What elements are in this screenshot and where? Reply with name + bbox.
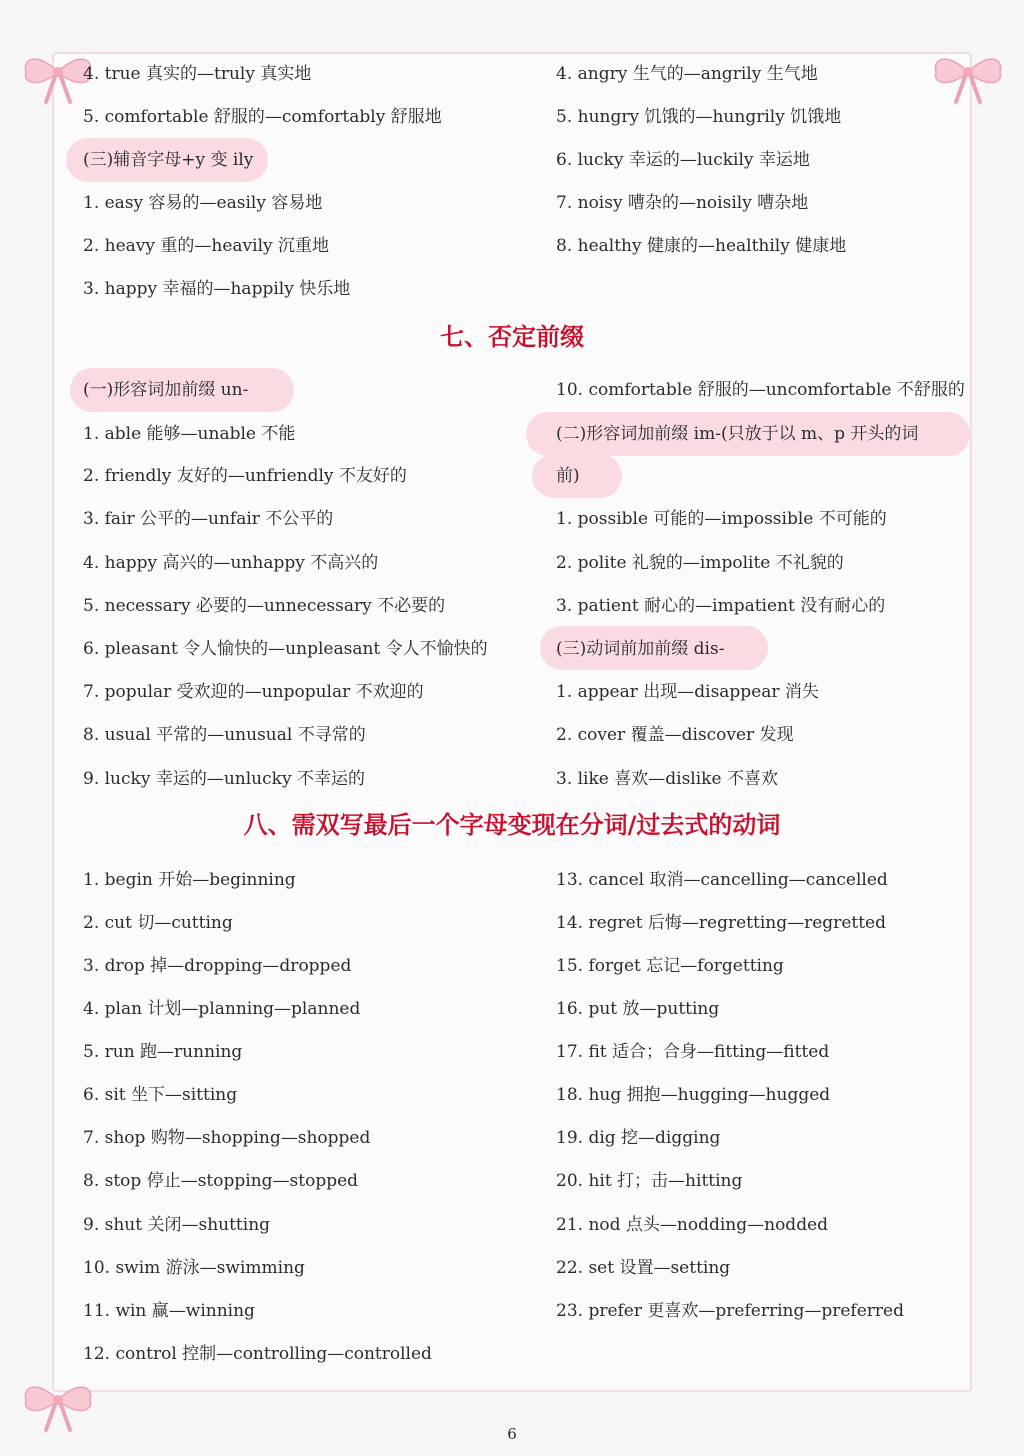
word-item: 4. true 真实的—truly 真实地: [83, 64, 312, 84]
word-item: 1. able 能够—unable 不能: [83, 424, 296, 444]
word-item: 5. run 跑—running: [83, 1042, 243, 1062]
word-item: 6. sit 坐下—sitting: [83, 1085, 238, 1105]
word-item: 3. happy 幸福的—happily 快乐地: [83, 279, 351, 299]
word-item: 2. friendly 友好的—unfriendly 不友好的: [83, 466, 407, 486]
word-item: 10. swim 游泳—swimming: [83, 1258, 305, 1278]
word-item: 3. drop 掉—dropping—dropped: [83, 956, 352, 976]
word-item: 9. shut 关闭—shutting: [83, 1215, 271, 1235]
word-item: 4. plan 计划—planning—planned: [83, 999, 361, 1019]
word-item: 5. comfortable 舒服的—comfortably 舒服地: [83, 107, 442, 127]
word-item: 8. stop 停止—stopping—stopped: [83, 1171, 359, 1191]
word-item: 17. fit 适合；合身—fitting—fitted: [556, 1042, 830, 1062]
word-item: 9. lucky 幸运的—unlucky 不幸运的: [83, 769, 365, 789]
word-item: 8. healthy 健康的—healthily 健康地: [556, 236, 847, 256]
word-item: 12. control 控制—controlling—controlled: [83, 1344, 432, 1364]
word-item: 3. patient 耐心的—impatient 没有耐心的: [556, 596, 886, 616]
word-item: 21. nod 点头—nodding—nodded: [556, 1215, 829, 1235]
word-item: 11. win 赢—winning: [83, 1301, 255, 1321]
subheading: 前): [556, 466, 580, 486]
word-item: 5. hungry 饥饿的—hungrily 饥饿地: [556, 107, 842, 127]
word-item: 1. appear 出现—disappear 消失: [556, 682, 819, 702]
word-item: 6. pleasant 令人愉快的—unpleasant 令人不愉快的: [83, 639, 488, 659]
word-item: 2. cover 覆盖—discover 发现: [556, 725, 794, 745]
word-item: 13. cancel 取消—cancelling—cancelled: [556, 870, 888, 890]
word-item: 1. possible 可能的—impossible 不可能的: [556, 509, 887, 529]
word-item: 7. noisy 嘈杂的—noisily 嘈杂地: [556, 193, 809, 213]
word-item: 7. shop 购物—shopping—shopped: [83, 1128, 371, 1148]
word-item: 4. happy 高兴的—unhappy 不高兴的: [83, 553, 379, 573]
bow-icon: [18, 1372, 98, 1432]
word-item: 7. popular 受欢迎的—unpopular 不欢迎的: [83, 682, 424, 702]
word-item: 6. lucky 幸运的—luckily 幸运地: [556, 150, 810, 170]
bow-icon: [928, 44, 1008, 104]
word-item: 2. heavy 重的—heavily 沉重地: [83, 236, 330, 256]
word-item: 10. comfortable 舒服的—uncomfortable 不舒服的: [556, 380, 965, 400]
word-item: 2. polite 礼貌的—impolite 不礼貌的: [556, 553, 844, 573]
word-item: 16. put 放—putting: [556, 999, 720, 1019]
word-item: 14. regret 后悔—regretting—regretted: [556, 913, 886, 933]
page-number: 6: [507, 1425, 517, 1443]
word-item: 2. cut 切—cutting: [83, 913, 233, 933]
word-item: 1. easy 容易的—easily 容易地: [83, 193, 323, 213]
word-item: 5. necessary 必要的—unnecessary 不必要的: [83, 596, 446, 616]
section-heading: 八、需双写最后一个字母变现在分词/过去式的动词: [243, 811, 781, 839]
word-item: 20. hit 打；击—hitting: [556, 1171, 743, 1191]
subheading: (三)辅音字母+y 变 ily: [83, 150, 254, 170]
subheading: (一)形容词加前缀 un-: [83, 380, 249, 400]
word-item: 23. prefer 更喜欢—preferring—preferred: [556, 1301, 904, 1321]
word-item: 22. set 设置—setting: [556, 1258, 731, 1278]
word-item: 3. fair 公平的—unfair 不公平的: [83, 509, 334, 529]
word-item: 8. usual 平常的—unusual 不寻常的: [83, 725, 366, 745]
subheading: (二)形容词加前缀 im-(只放于以 m、p 开头的词: [556, 424, 919, 444]
word-item: 19. dig 挖—digging: [556, 1128, 721, 1148]
word-item: 3. like 喜欢—dislike 不喜欢: [556, 769, 778, 789]
section-heading: 七、否定前缀: [440, 323, 584, 351]
word-item: 1. begin 开始—beginning: [83, 870, 296, 890]
word-item: 18. hug 拥抱—hugging—hugged: [556, 1085, 831, 1105]
word-item: 4. angry 生气的—angrily 生气地: [556, 64, 818, 84]
subheading: (三)动词前加前缀 dis-: [556, 639, 725, 659]
word-item: 15. forget 忘记—forgetting: [556, 956, 784, 976]
